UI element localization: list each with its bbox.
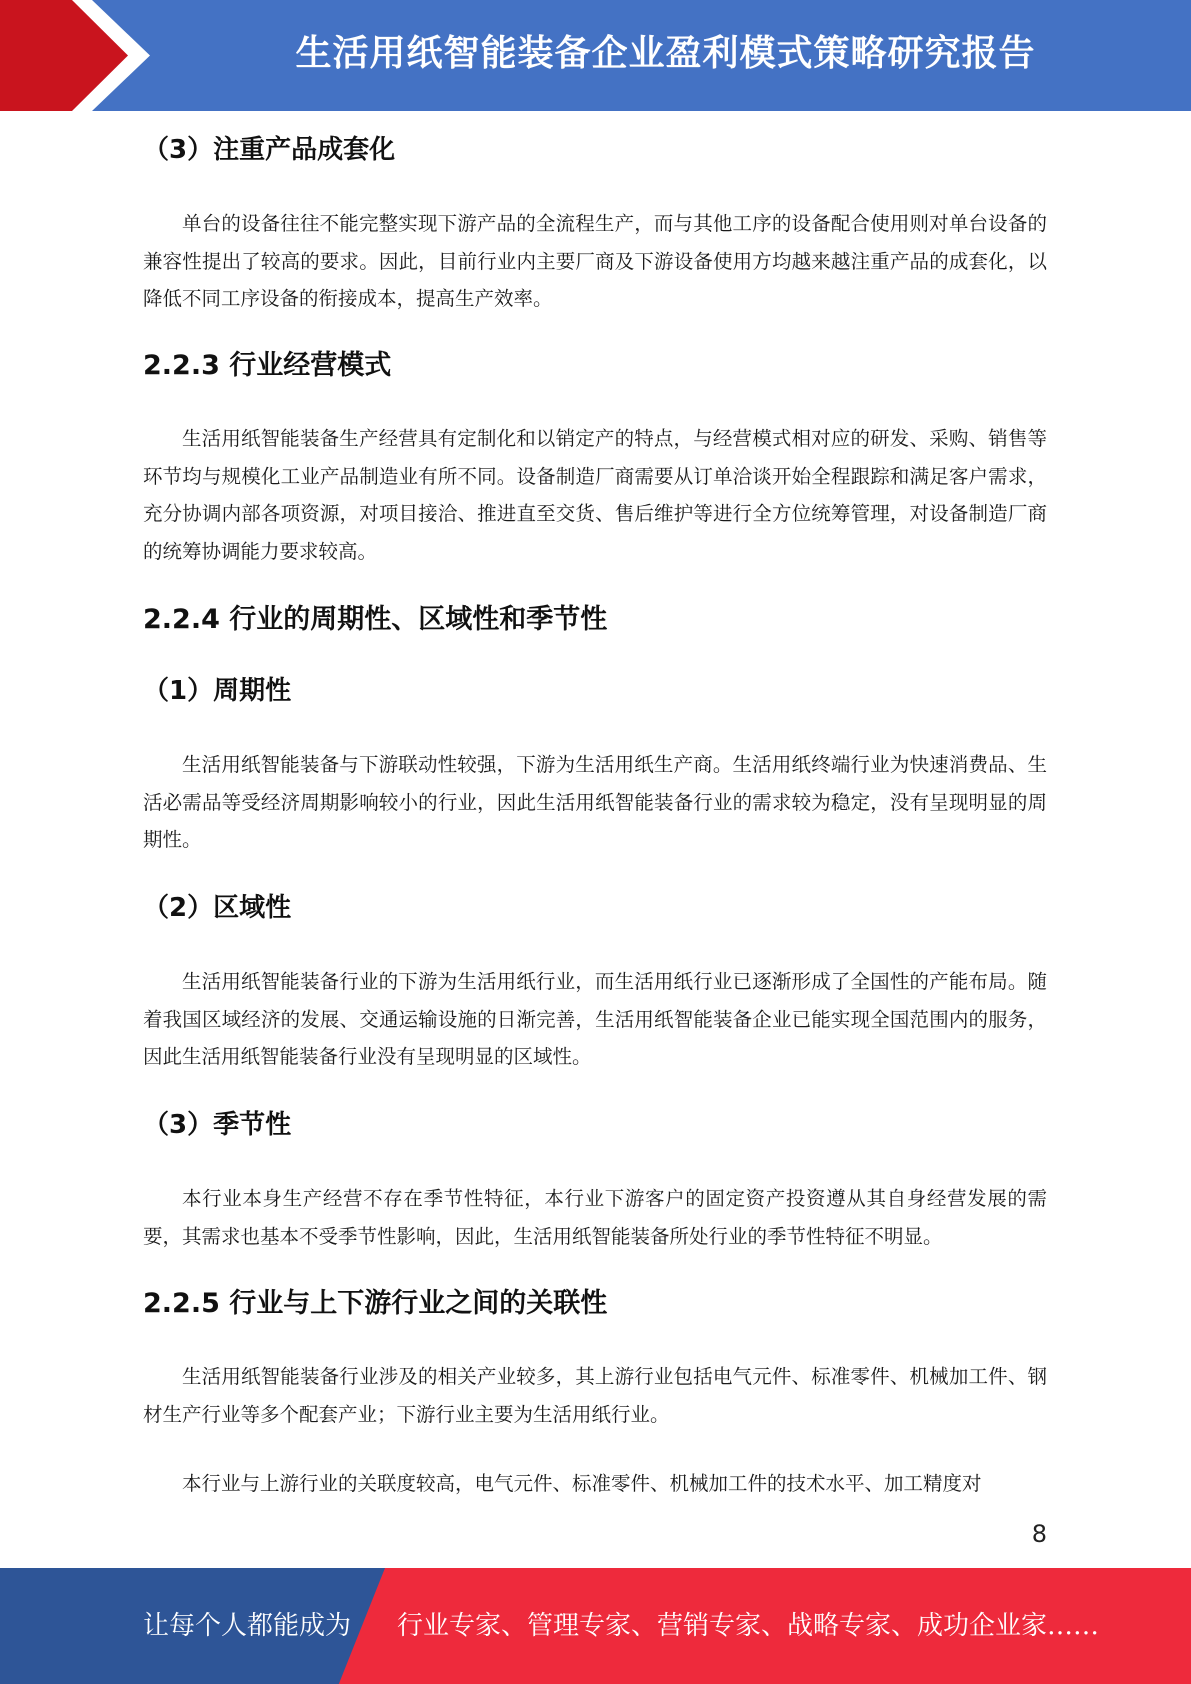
- page-number: 8: [1031, 1520, 1047, 1548]
- section-heading-2-2-3: 2.2.3 行业经营模式: [143, 350, 392, 381]
- subheading-seasonality: （3）季节性: [143, 1110, 292, 1140]
- paragraph-seasonality: 本行业本身生产经营不存在季节性特征，本行业下游客户的固定资产投资遵从其自身经营发展的需要，其需求也基本不受季节性影响，因此，生活用纸智能装备所处行业的季节性特征不明显。: [143, 1187, 1047, 1248]
- report-title: 生活用纸智能装备企业盈利模式策略研究报告: [295, 33, 1036, 74]
- footer-slogan-right: 行业专家、管理专家、营销专家、战略专家、成功企业家……: [397, 1611, 1100, 1641]
- paragraph-regionality: 生活用纸智能装备行业的下游为生活用纸行业，而生活用纸行业已逐渐形成了全国性的产能布局。随着我国区域经济的发展、交通运输设施的日渐完善，生活用纸智能装备企业已能实现全国范围内的服务，因此生活用纸智能装备行业没有呈现明显的区域性。: [143, 970, 1047, 1068]
- subheading-product-sets: （3）注重产品成套化: [143, 135, 396, 165]
- paragraph-upstream-correlation: 本行业与上游行业的关联度较高，电气元件、标准零件、机械加工件的技术水平、加工精度对: [182, 1472, 982, 1495]
- section-heading-2-2-4: 2.2.4 行业的周期性、区域性和季节性: [143, 604, 608, 635]
- footer-slogan-left: 让每个人都能成为: [143, 1611, 352, 1641]
- chevron-arrow-icon: [0, 0, 150, 111]
- page-footer: [0, 1568, 1191, 1684]
- subheading-regionality: （2）区域性: [143, 893, 292, 923]
- paragraph-upstream-downstream: 生活用纸智能装备行业涉及的相关产业较多，其上游行业包括电气元件、标准零件、机械加工件、钢材生产行业等多个配套产业；下游行业主要为生活用纸行业。: [143, 1365, 1047, 1426]
- paragraph-cyclicality: 生活用纸智能装备与下游联动性较强，下游为生活用纸生产商。生活用纸终端行业为快速消费品、生活必需品等受经济周期影响较小的行业，因此生活用纸智能装备行业的需求较为稳定，没有呈现明显的周期性。: [143, 753, 1047, 851]
- subheading-cyclicality: （1）周期性: [143, 676, 292, 706]
- paragraph-product-sets: 单台的设备往往不能完整实现下游产品的全流程生产，而与其他工序的设备配合使用则对单台设备的兼容性提出了较高的要求。因此，目前行业内主要厂商及下游设备使用方均越来越注重产品的成套化，以降低不同工序设备的衔接成本，提高生产效率。: [143, 212, 1047, 310]
- paragraph-business-model: 生活用纸智能装备生产经营具有定制化和以销定产的特点，与经营模式相对应的研发、采购、销售等环节均与规模化工业产品制造业有所不同。设备制造厂商需要从订单洽谈开始全程跟踪和满足客户需求，充分协调内部各项资源，对项目接洽、推进直至交货、售后维护等进行全方位统筹管理，对设备制造厂商的统筹协调能力要求较高。: [143, 427, 1047, 563]
- page-header: [0, 0, 1191, 111]
- section-heading-2-2-5: 2.2.5 行业与上下游行业之间的关联性: [143, 1288, 608, 1319]
